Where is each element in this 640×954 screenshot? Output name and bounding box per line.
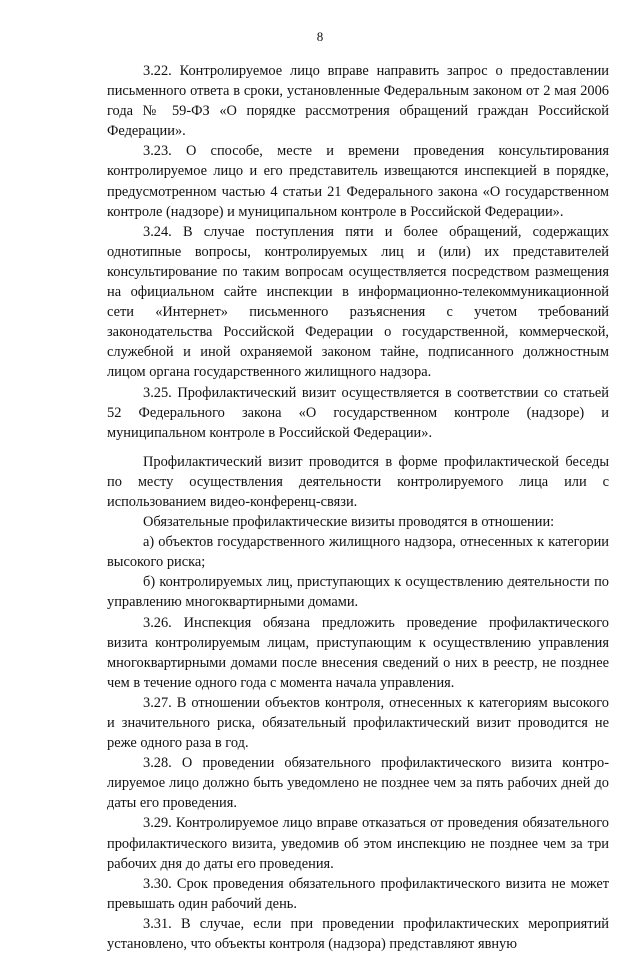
paragraph-3-30: 3.30. Срок проведения обязательного профилактического визита не может превышать один рабочий день. — [107, 875, 609, 912]
paragraph-3-24: 3.24. В случае поступления пяти и более обращений, содержащих однотипные вопросы, контролируемых лиц и (или) их представителей консультирование по таким вопросам осуществляется посредством размещения на официальном сайте инспекции в информационно-телекоммуникационной сети «Интернет» письменного разъяснения с учетом требований законодательства Российской Федерации о государственной, коммерческой, служебной и иной охраняемой законом тайне, подписанного должностным лицом органа государственного жилищного надзора. — [107, 223, 609, 381]
document-body — [107, 61, 609, 954]
paragraph-3-29: 3.29. Контролируемое лицо вправе отказаться от проведения обязательного профилактического визита, уведомив об этом инспекцию не позднее чем за три рабочих дня до даты его проведения. — [107, 815, 609, 872]
paragraph-3-22: 3.22. Контролируемое лицо вправе направить запрос о предоставлении письменного ответа в сроки, установленные Федеральным законом от 2 мая 2006 года № 59-ФЗ «О порядке рассмотрения обращений граждан Российской Федерации». — [107, 63, 609, 140]
paragraph-3-26: 3.26. Инспекция обязана предложить проведение профилактического визита контролируемым лицам, приступающим к осуществлению управления многоквартирными домами после внесения сведений о них в реестр, не позднее чем в течение одного года с момента начала управления. — [107, 614, 609, 691]
paragraph-3-31: 3.31. В случае, если при проведении профилактических мероприятий установлено, что объекты контроля (надзора) представляют явную — [107, 915, 609, 953]
paragraph-3-25: 3.25. Профилактический визит осуществляется в соответствии со статьей 52 Федерального закона «О государственном контроле (надзоре) и муниципальном контроле в Российской Федерации». — [107, 384, 609, 441]
paragraph-3-27: 3.27. В отношении объектов контроля, отнесенных к категориям высокого и значительного риска, обязательный профилактический визит проводится не реже одного раза в год. — [107, 694, 609, 752]
paragraph-visit-form: Профилактический визит проводится в форме профилактической беседы по месту осуществления деятельности контролируемого лица или с использованием видео-конференц-связи. — [107, 453, 609, 510]
paragraph-mandatory-visits: Обязательные профилактические визиты проводятся в отношении: — [143, 514, 555, 531]
paragraph-3-23: 3.23. О способе, месте и времени проведения консультирования контролируемое лицо и его представитель извещаются инспекцией в порядке, предусмотренном частью 4 статьи 21 Федерального закона «О государственном контроле (надзоре) и муниципальном контроле в Российской Федерации». — [107, 143, 609, 220]
page-number: 8 — [316, 29, 324, 44]
paragraph-3-28: 3.28. О проведении обязательного профилактического визита контролируемое лицо должно быть уведомлено не позднее чем за пять рабочих дней до даты его проведения. — [107, 755, 609, 812]
list-item-b: б) контролируемых лиц, приступающих к осуществлению деятельности по управлению многоквартирными домами. — [107, 574, 609, 611]
list-item-a: а) объектов государственного жилищного надзора, отнесенных к категории высокого риска; — [107, 534, 609, 571]
